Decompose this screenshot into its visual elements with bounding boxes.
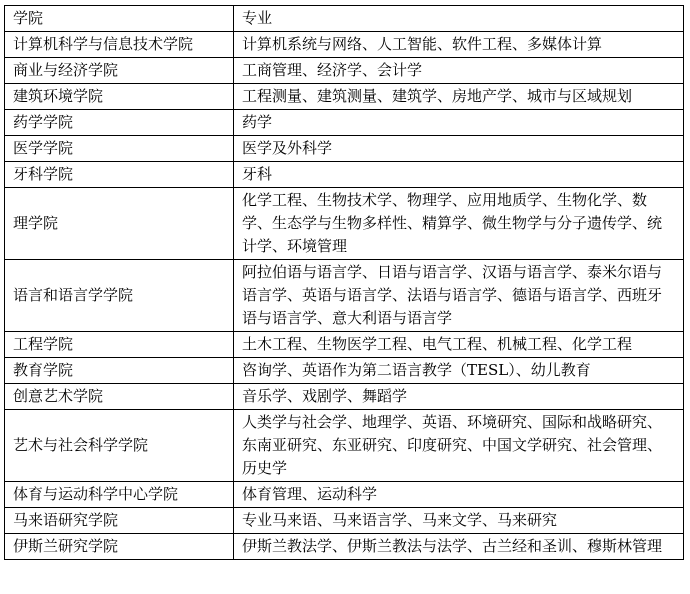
- column-header-major: 专业: [234, 6, 684, 32]
- majors-cell: 阿拉伯语与语言学、日语与语言学、汉语与语言学、泰米尔语与语言学、英语与语言学、法语与语言学、德语与语言学、西班牙语与语言学、意大利语与语言学: [234, 260, 684, 332]
- table-row: [5, 508, 684, 534]
- college-cell: 商业与经济学院: [5, 58, 234, 84]
- majors-cell: 专业马来语、马来语言学、马来文学、马来研究: [234, 508, 684, 534]
- college-cell: 药学学院: [5, 110, 234, 136]
- majors-cell: 医学及外科学: [234, 136, 684, 162]
- majors-cell: 土木工程、生物医学工程、电气工程、机械工程、化学工程: [234, 332, 684, 358]
- table-row: [5, 332, 684, 358]
- table-row: [5, 260, 684, 332]
- college-cell: 体育与运动科学中心学院: [5, 482, 234, 508]
- college-cell: 建筑环境学院: [5, 84, 234, 110]
- majors-cell: 体育管理、运动科学: [234, 482, 684, 508]
- majors-cell: 化学工程、生物技术学、物理学、应用地质学、生物化学、数学、生态学与生物多样性、精算学、微生物学与分子遗传学、统计学、环境管理: [234, 188, 684, 260]
- table-row: [5, 410, 684, 482]
- table-row: [5, 534, 684, 560]
- table-row: [5, 482, 684, 508]
- college-majors-table: [4, 5, 684, 560]
- table-row: [5, 58, 684, 84]
- college-cell: 马来语研究学院: [5, 508, 234, 534]
- college-cell: 牙科学院: [5, 162, 234, 188]
- table-row: [5, 84, 684, 110]
- majors-cell: 药学: [234, 110, 684, 136]
- header-row: [5, 6, 684, 32]
- majors-cell: 工商管理、经济学、会计学: [234, 58, 684, 84]
- college-cell: 艺术与社会科学学院: [5, 410, 234, 482]
- college-cell: 语言和语言学学院: [5, 260, 234, 332]
- table-body: [5, 32, 684, 560]
- majors-cell: 咨询学、英语作为第二语言教学（TESL）、幼儿教育: [234, 358, 684, 384]
- majors-cell: 工程测量、建筑测量、建筑学、房地产学、城市与区域规划: [234, 84, 684, 110]
- college-cell: 医学学院: [5, 136, 234, 162]
- table-row: [5, 110, 684, 136]
- table-row: [5, 358, 684, 384]
- majors-cell: 人类学与社会学、地理学、英语、环境研究、国际和战略研究、东南亚研究、东亚研究、印度研究、中国文学研究、社会管理、历史学: [234, 410, 684, 482]
- majors-cell: 计算机系统与网络、人工智能、软件工程、多媒体计算: [234, 32, 684, 58]
- college-cell: 工程学院: [5, 332, 234, 358]
- college-cell: 创意艺术学院: [5, 384, 234, 410]
- college-cell: 教育学院: [5, 358, 234, 384]
- table-row: [5, 136, 684, 162]
- college-cell: 理学院: [5, 188, 234, 260]
- college-cell: 伊斯兰研究学院: [5, 534, 234, 560]
- majors-cell: 音乐学、戏剧学、舞蹈学: [234, 384, 684, 410]
- column-header-college: 学院: [5, 6, 234, 32]
- table-row: [5, 32, 684, 58]
- table-row: [5, 162, 684, 188]
- table-row: [5, 188, 684, 260]
- table-row: [5, 384, 684, 410]
- majors-cell: 伊斯兰教法学、伊斯兰教法与法学、古兰经和圣训、穆斯林管理: [234, 534, 684, 560]
- college-cell: 计算机科学与信息技术学院: [5, 32, 234, 58]
- majors-cell: 牙科: [234, 162, 684, 188]
